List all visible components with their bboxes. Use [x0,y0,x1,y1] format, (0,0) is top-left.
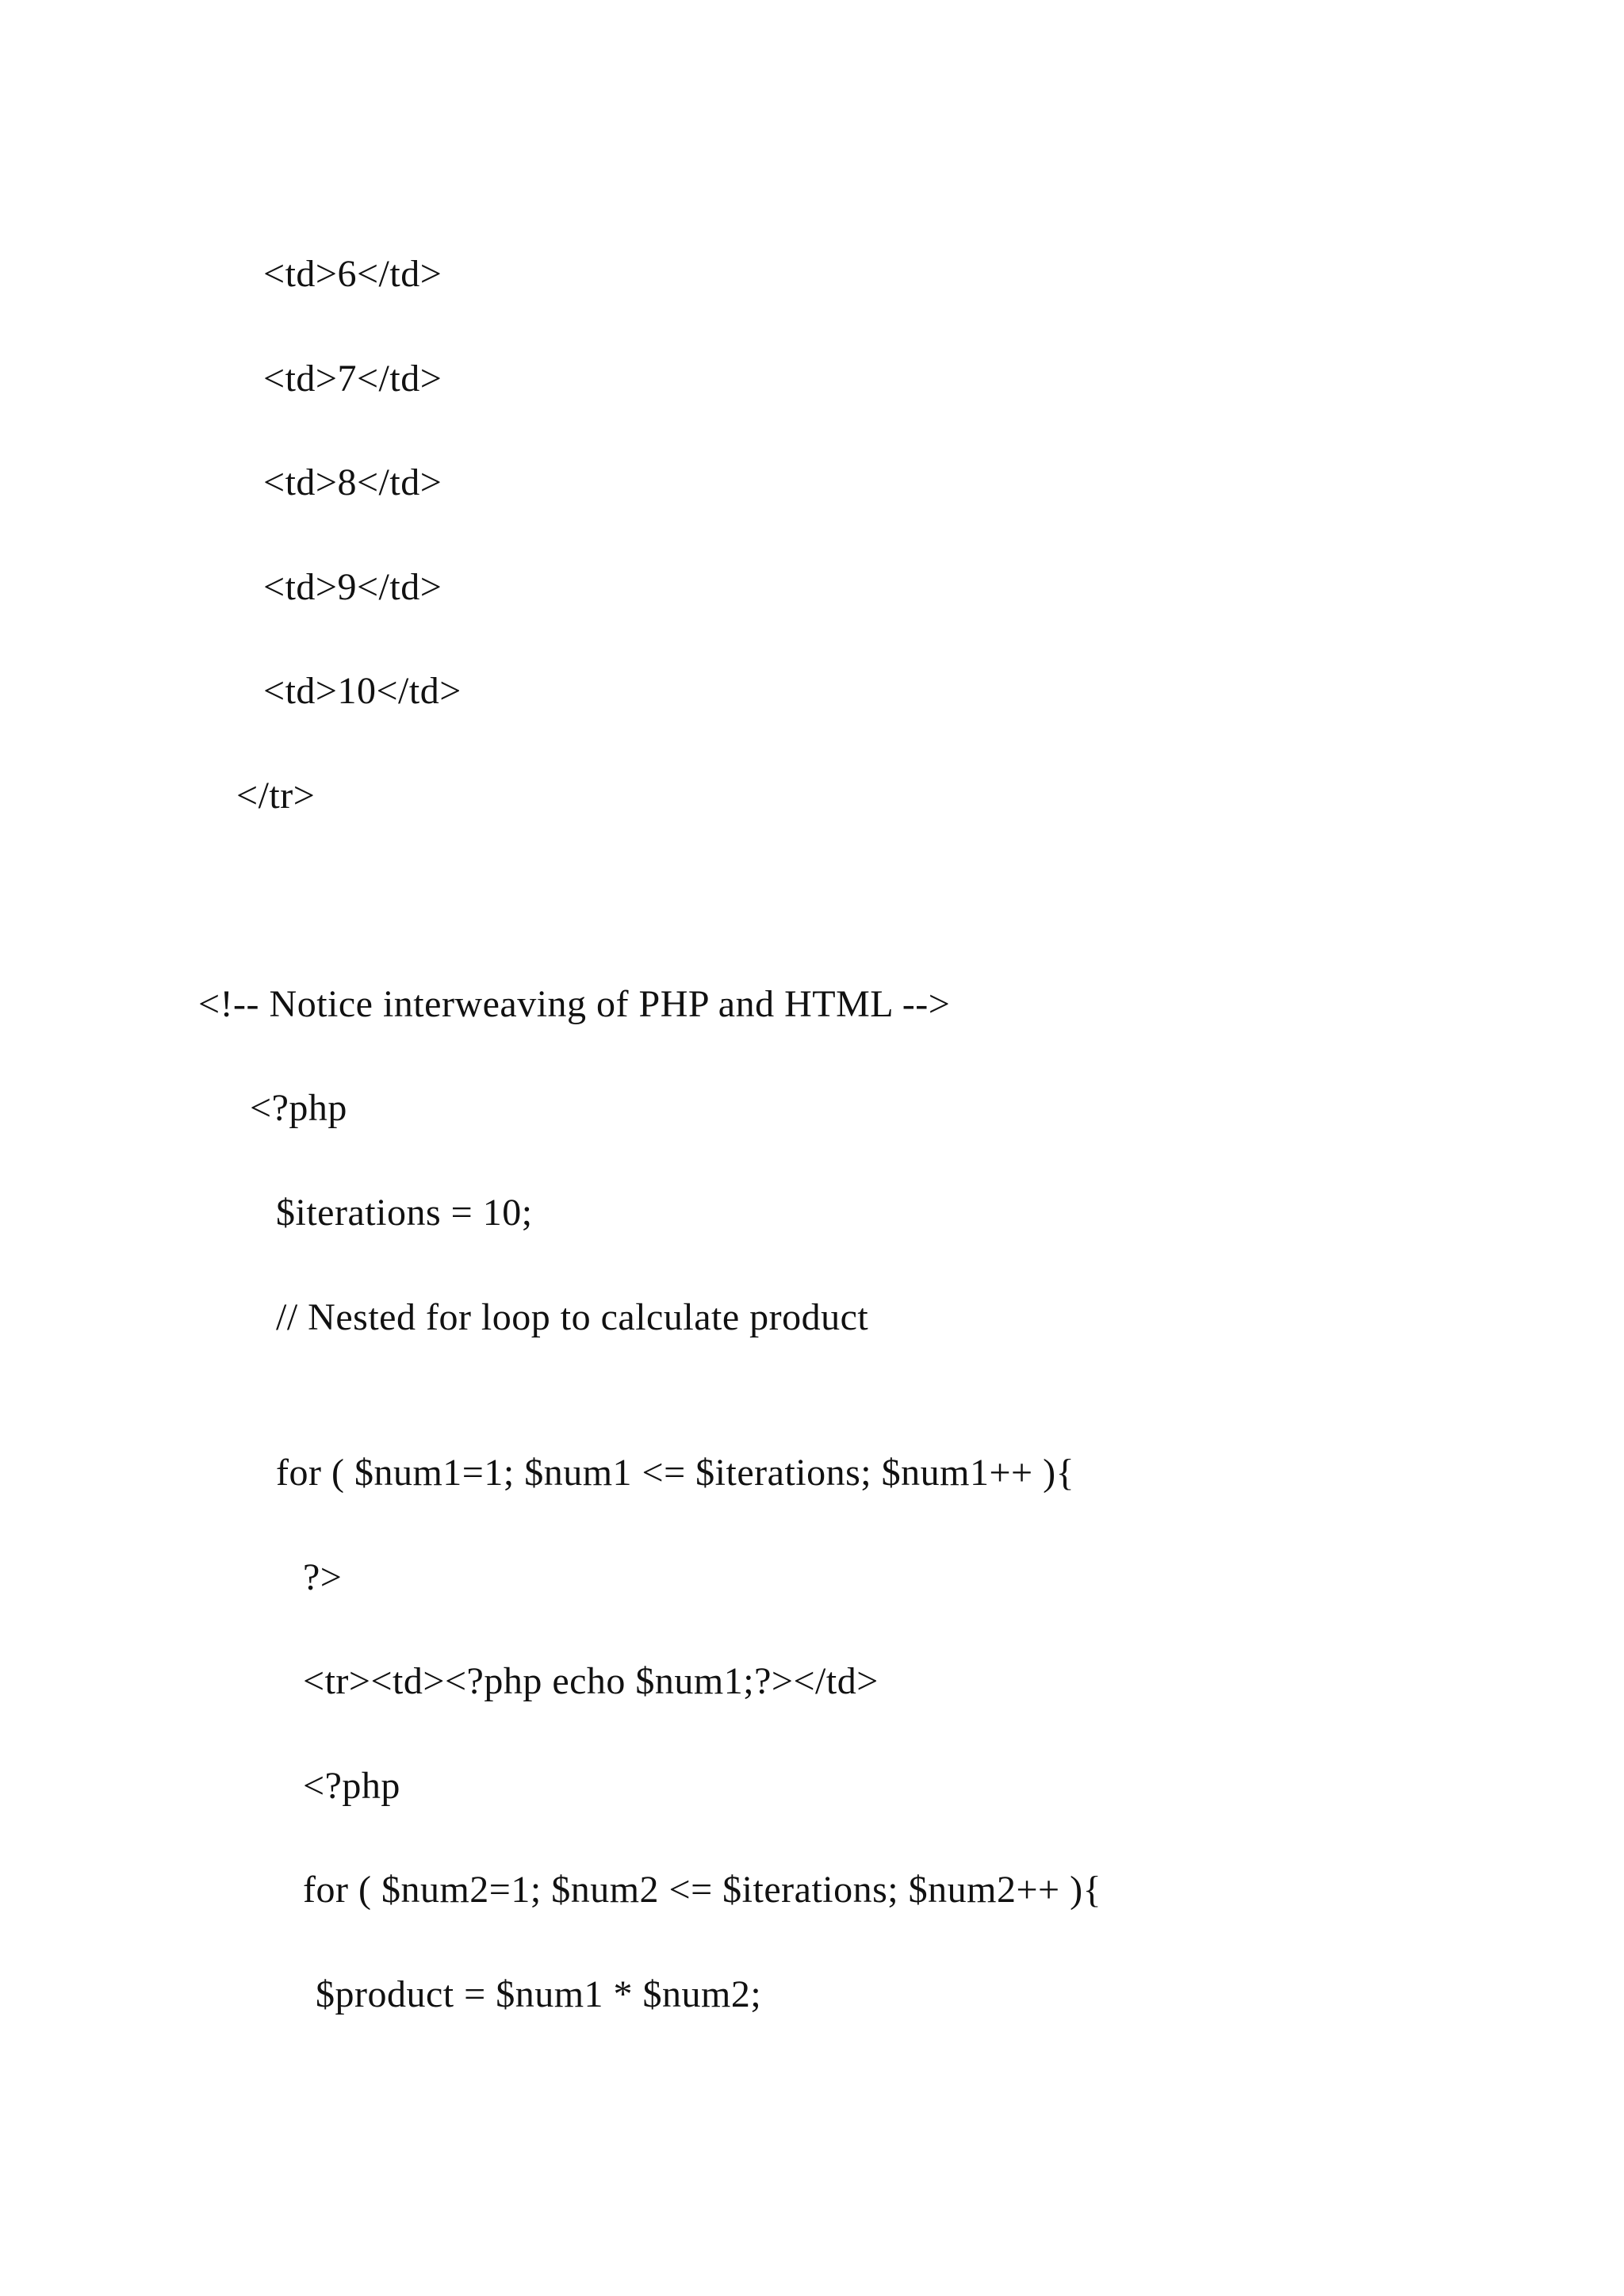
code-line: <td>10</td> [263,670,462,712]
code-line: ?> [303,1556,343,1598]
code-line: <td>7</td> [263,358,442,400]
code-line: <tr><td><?php echo $num1;?></td> [303,1660,879,1702]
code-line: <td>9</td> [263,566,442,608]
code-line: $iterations = 10; [276,1192,533,1234]
code-line: <?php [250,1087,347,1129]
code-comment-line: // Nested for loop to calculate product [276,1296,869,1338]
code-line: <td>6</td> [263,253,442,295]
code-line: </tr> [236,775,316,817]
code-comment-line: <!-- Notice interweaving of PHP and HTML --> [198,983,951,1025]
code-line: $product = $num1 * $num2; [316,1973,762,2015]
code-line: for ( $num2=1; $num2 <= $iterations; $num2++ ){ [303,1869,1102,1911]
code-line: for ( $num1=1; $num1 <= $iterations; $num1++ ){ [276,1452,1075,1494]
code-line: <td>8</td> [263,461,442,503]
code-line: <?php [303,1765,400,1807]
